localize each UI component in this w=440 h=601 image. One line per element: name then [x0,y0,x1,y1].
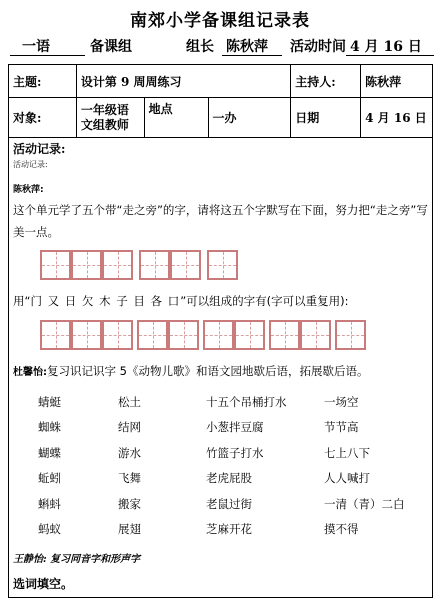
time-value: 4 月 16 日 [350,39,422,55]
time-label: 活动时间 [290,39,346,55]
word-cell: 蜻蜓 [38,394,61,409]
activity-title: 活动记录: [13,142,66,156]
word-cell: 一场空 [324,394,359,409]
word-cell: 蚂蚁 [38,522,61,537]
tian-box [300,320,331,350]
tian-box [207,250,238,280]
exercise-homophones: 王静怡: 复习同音字和形声字 [13,554,141,565]
target-value: 一年级语文组教师 [76,98,144,138]
date-value: 4 月 16 日 [361,98,433,138]
tian-box [203,320,234,350]
word-cell: 结网 [118,420,141,435]
word-cell: 老虎屁股 [206,471,252,486]
tian-box [269,320,300,350]
word-cell: 七上八下 [324,445,370,460]
target-label: 对象: [9,98,77,138]
word-cell: 游水 [118,445,141,460]
leader-name: 陈秋萍 [226,39,268,55]
word-row [38,415,428,441]
para2-chars: 门 又 日 欠 木 子 目 各 口 [30,294,181,308]
tian-box [102,250,133,280]
tian-box [170,250,201,280]
word-row [38,491,428,517]
word-row [38,466,428,492]
writing-grid-2 [40,320,366,350]
topic-label: 主题: [9,65,77,98]
word-cell: 蚯蚓 [38,471,61,486]
word-list [38,389,428,542]
word-row [38,440,428,466]
meta-table [8,64,433,138]
word-cell: 展翅 [118,522,141,537]
host-value: 陈秋萍 [361,65,433,98]
tian-box [234,320,265,350]
word-row [38,517,428,543]
topic-value: 设计第 9 周周练习 [76,65,290,98]
tian-box [168,320,199,350]
place-value: 一办 [208,98,291,138]
word-cell: 蝌蚪 [38,496,61,511]
tian-box [71,250,102,280]
exercise-review [13,363,433,379]
group-label: 备课组 [90,39,132,55]
word-cell: 节节高 [324,420,359,435]
word-cell: 芝麻开花 [206,522,252,537]
word-cell: 松土 [118,394,141,409]
exercise-compose-chars [13,293,433,309]
tian-box [335,320,366,350]
word-cell: 竹篮子打水 [206,445,264,460]
tian-box [71,320,102,350]
tian-box [102,320,133,350]
activity-subtitle: 活动记录: [13,160,48,169]
fill-in-words: 选词填空。 [13,577,74,591]
tian-box [137,320,168,350]
speaker-du: 杜馨怡: [13,367,47,378]
grade: 一语 [22,39,50,55]
word-cell: 十五个吊桶打水 [206,394,287,409]
writing-grid-1 [40,250,238,280]
leader-underline [222,55,282,56]
host-label: 主持人: [291,65,361,98]
para2-prefix: 用“ [13,294,31,308]
page-title: 南郊小学备课组记录表 [130,11,310,31]
para3-text: 复习识记识字 5《动物儿歌》和语文园地歇后语，拓展歇后语。 [47,364,369,378]
subhead [10,36,435,58]
word-cell: 老鼠过街 [206,496,252,511]
word-cell: 摸不得 [324,522,359,537]
word-row [38,389,428,415]
para2-suffix: ”可以组成的字有(字可以重复用): [180,294,349,308]
word-cell: 一清（青）二白 [324,496,405,511]
exercise-walk-radical: 这个单元学了五个带“走之旁”的字，请将这五个字默写在下面，努力把“走之旁”写美一点。 [13,203,428,239]
tian-box [139,250,170,280]
date-label: 日期 [291,98,361,138]
word-cell: 小葱拌豆腐 [206,420,264,435]
word-cell: 搬家 [118,496,141,511]
grade-underline [10,55,85,56]
tian-box [40,320,71,350]
time-underline [346,55,434,56]
word-cell: 蝴蝶 [38,445,61,460]
tian-box [40,250,71,280]
word-cell: 飞舞 [118,471,141,486]
leader-label: 组长 [186,39,214,55]
speaker-chen: 陈秋萍: [13,185,44,195]
word-cell: 人人喊打 [324,471,370,486]
place-label: 地点 [144,98,208,138]
word-cell: 蜘蛛 [38,420,61,435]
